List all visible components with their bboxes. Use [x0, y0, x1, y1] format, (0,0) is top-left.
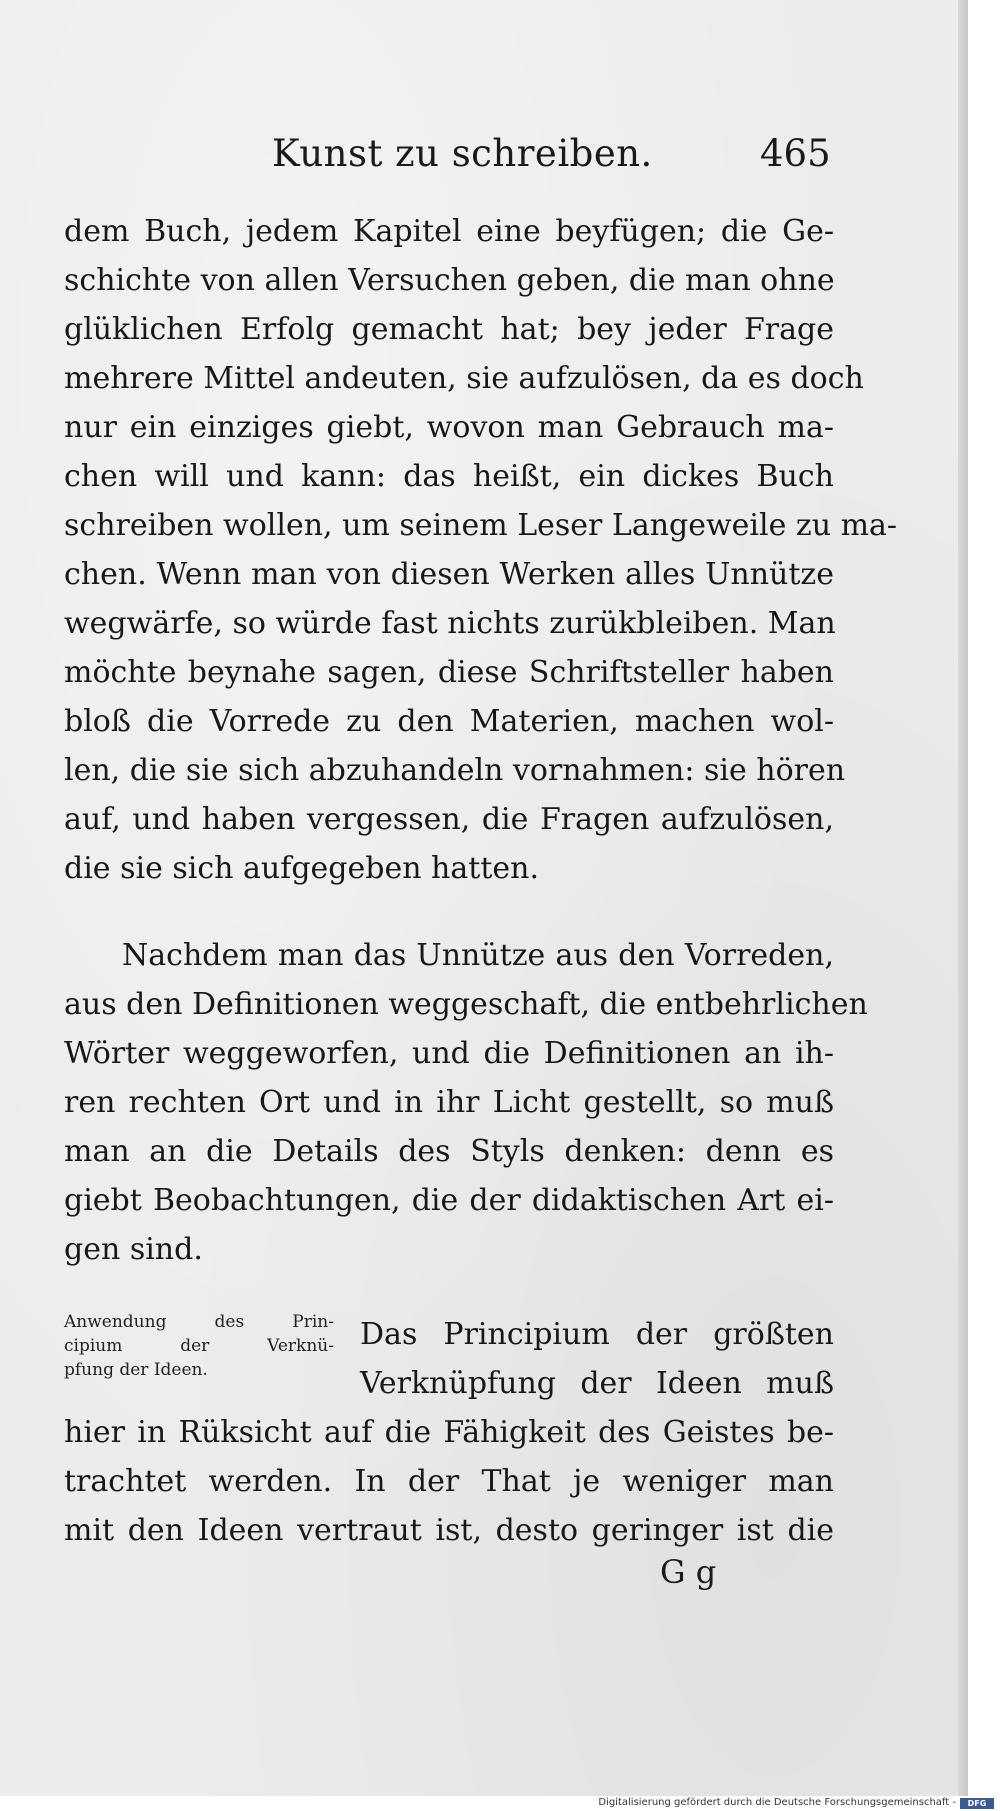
text-line: auf, und haben vergessen, die Fragen aufzulösen,: [64, 802, 834, 837]
page-edge-shadow: [958, 0, 968, 1796]
text-line: man an die Details des Styls denken: denn es: [64, 1134, 834, 1169]
text-line: schreiben wollen, um seinem Leser Langeweile zu ma-: [64, 508, 898, 543]
dfg-logo: DFG: [960, 1798, 994, 1809]
text-line: mehrere Mittel andeuten, sie aufzulösen, da es doch: [64, 361, 864, 396]
text-line: möchte beynahe sagen, diese Schriftsteller haben: [64, 655, 834, 690]
text-line: Nachdem man das Unnütze aus den Vorreden,: [122, 938, 834, 973]
text-line: wegwärfe, so würde fast nichts zurükbleiben. Man: [64, 606, 836, 641]
text-line: gen sind.: [64, 1232, 203, 1267]
footer-credit: Digitalisierung gefördert durch die Deutsche Forschungsgemeinschaft -: [598, 1797, 956, 1808]
text-line: len, die sie sich abzuhandeln vornahmen: sie hören: [64, 753, 846, 788]
paragraph-3: [64, 1408, 834, 1555]
text-line: schichte von allen Versuchen geben, die man ohne: [64, 263, 835, 298]
paragraph-2: [64, 931, 868, 1274]
text-line: Das Principium der größten: [360, 1317, 834, 1352]
text-line: hier in Rüksicht auf die Fähigkeit des Geistes be-: [64, 1415, 834, 1450]
signature-mark: G g: [660, 1553, 717, 1591]
text-line: nur ein einziges giebt, wovon man Gebrauch ma-: [64, 410, 834, 445]
text-line: giebt Beobachtungen, die der didaktischen Art ei-: [64, 1183, 834, 1218]
text-line: glüklichen Erfolg gemacht hat; bey jeder Frage: [64, 312, 834, 347]
margin-note-line: pfung der Ideen.: [64, 1360, 208, 1380]
text-line: Verknüpfung der Ideen muß: [360, 1366, 834, 1401]
text-line: die sie sich aufgegeben hatten.: [64, 851, 539, 886]
text-line: aus den Definitionen weggeschaft, die entbehrlichen: [64, 987, 868, 1022]
page-header: [0, 128, 968, 188]
page-number: 465: [760, 132, 831, 175]
text-line: bloß die Vorrede zu den Materien, machen wol-: [64, 704, 834, 739]
text-line: ren rechten Ort und in ihr Licht gestellt, so muß: [64, 1085, 834, 1120]
margin-note-line: cipium der Verknü-: [64, 1336, 334, 1356]
text-line: trachtet werden. In der That je weniger man: [64, 1464, 834, 1499]
text-line: chen will und kann: das heißt, ein dickes Buch: [64, 459, 834, 494]
text-line: mit den Ideen vertraut ist, desto geringer ist die: [64, 1513, 834, 1548]
paragraph-1: [64, 207, 898, 893]
running-title: Kunst zu schreiben.: [272, 132, 653, 175]
paragraph-3-head: [360, 1310, 834, 1408]
margin-note: [64, 1310, 334, 1382]
margin-note-line: Anwendung des Prin-: [64, 1312, 334, 1332]
text-line: Wörter weggeworfen, und die Definitionen an ih-: [64, 1036, 834, 1071]
text-line: dem Buch, jedem Kapitel eine beyfügen; die Ge-: [64, 214, 834, 249]
text-line: chen. Wenn man von diesen Werken alles Unnütze: [64, 557, 834, 592]
